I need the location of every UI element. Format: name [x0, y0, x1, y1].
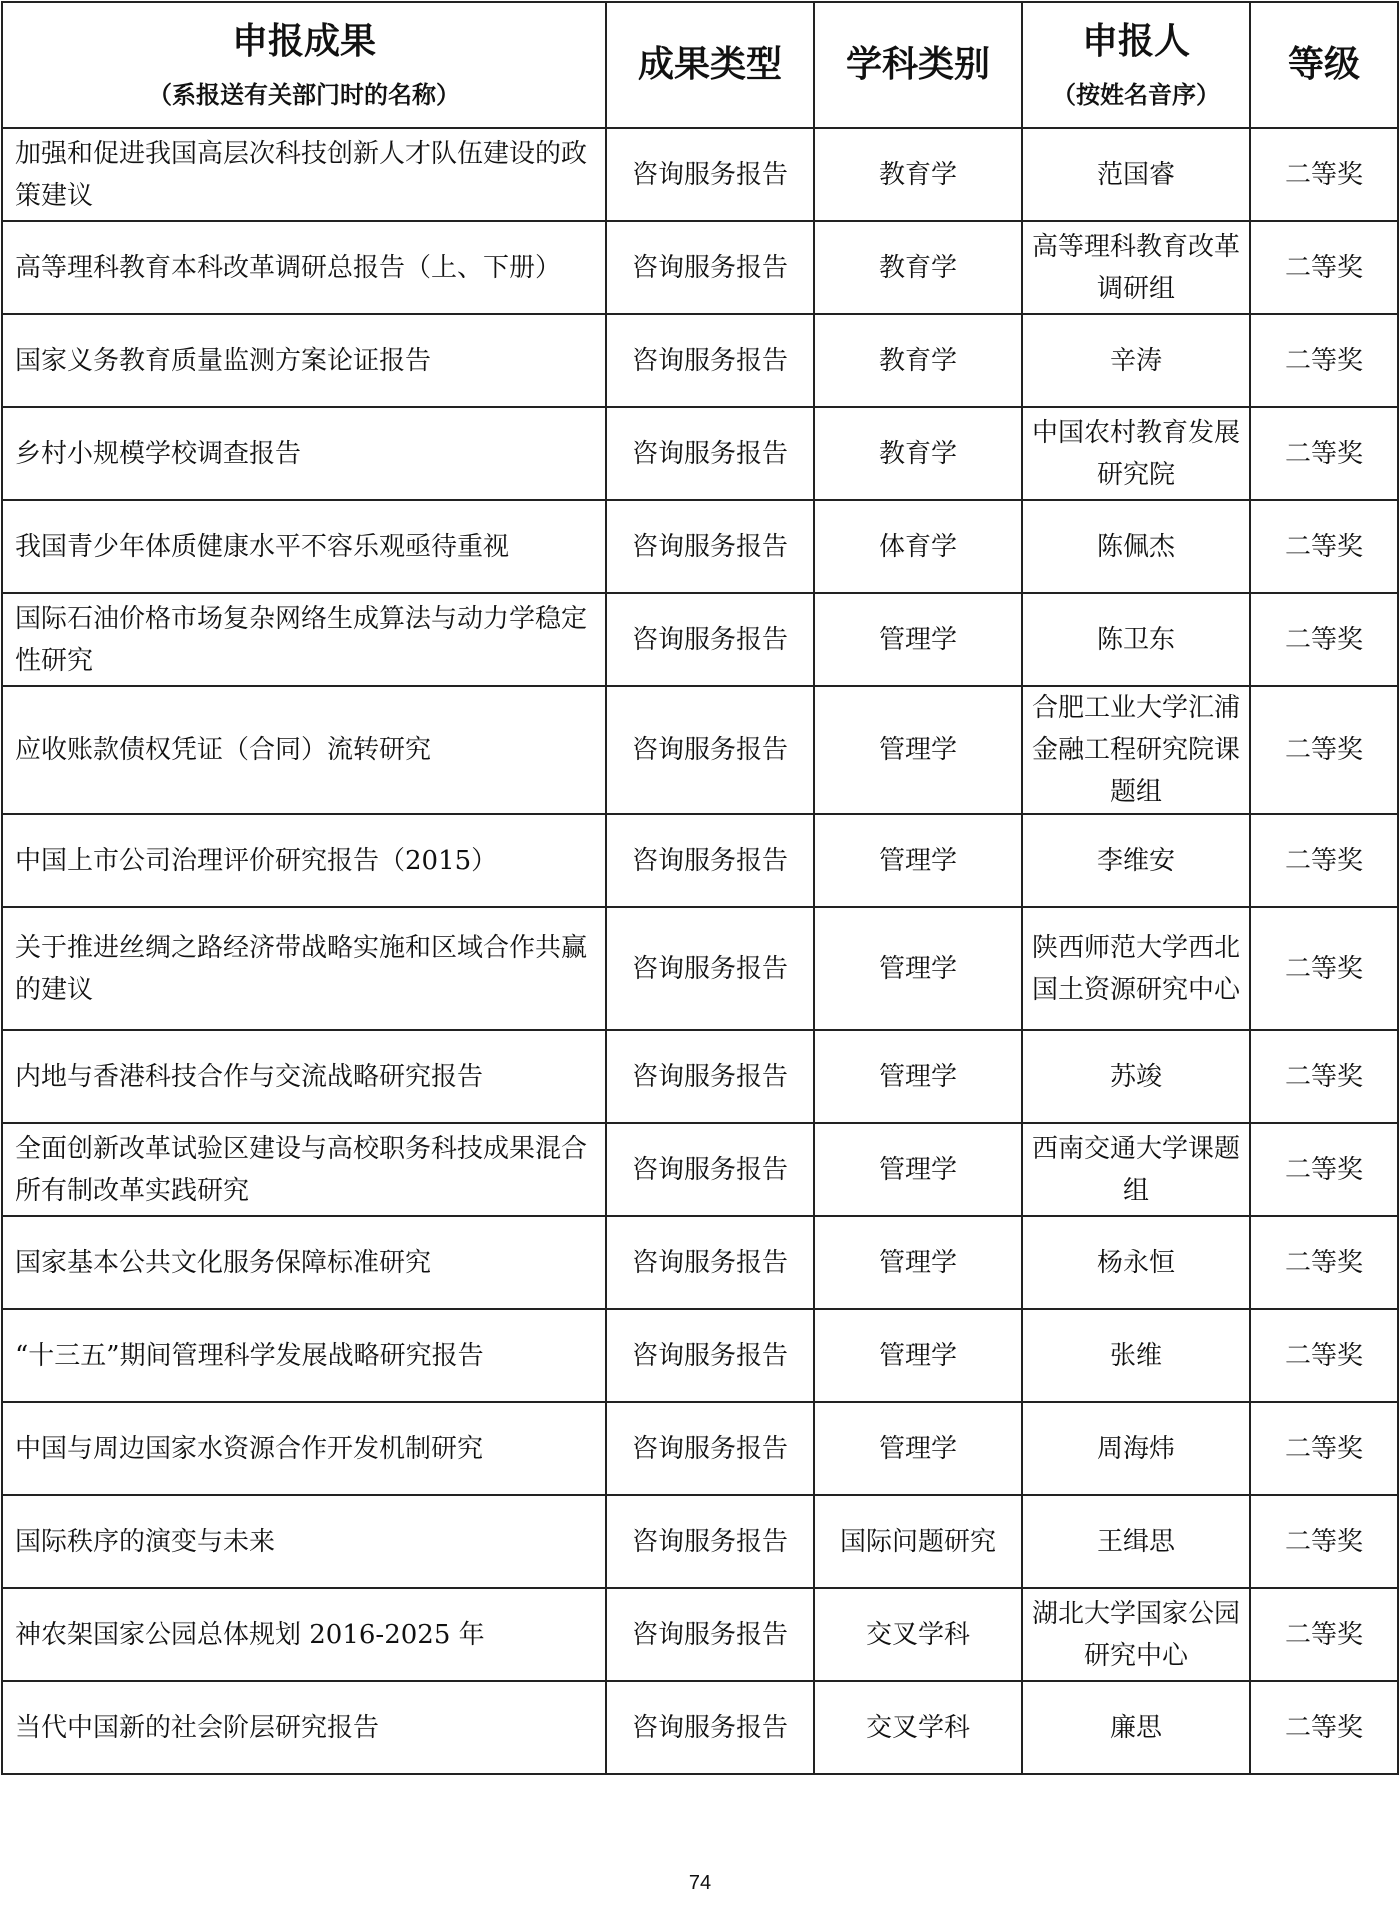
row-title: 应收账款债权凭证（合同）流转研究	[2, 686, 606, 814]
table-row	[2, 1681, 1398, 1774]
row-discipline: 管理学	[814, 1216, 1022, 1309]
row-type: 咨询服务报告	[606, 407, 814, 500]
row-type: 咨询服务报告	[606, 1216, 814, 1309]
row-type: 咨询服务报告	[606, 1681, 814, 1774]
row-title: 乡村小规模学校调查报告	[2, 407, 606, 500]
row-discipline: 体育学	[814, 500, 1022, 593]
row-applicant: 合肥工业大学汇浦金融工程研究院课题组	[1022, 686, 1250, 814]
row-title: 关于推进丝绸之路经济带战略实施和区域合作共赢的建议	[2, 907, 606, 1030]
row-applicant: 苏竣	[1022, 1030, 1250, 1123]
row-applicant: 周海炜	[1022, 1402, 1250, 1495]
table-row	[2, 814, 1398, 907]
row-title: 高等理科教育本科改革调研总报告（上、下册）	[2, 221, 606, 314]
header-discipline: 学科类别	[814, 2, 1022, 128]
row-discipline: 教育学	[814, 221, 1022, 314]
row-grade: 二等奖	[1250, 500, 1398, 593]
row-applicant: 陕西师范大学西北国土资源研究中心	[1022, 907, 1250, 1030]
row-title: 全面创新改革试验区建设与高校职务科技成果混合所有制改革实践研究	[2, 1123, 606, 1216]
table-row	[2, 907, 1398, 1030]
table-row	[2, 221, 1398, 314]
row-type: 咨询服务报告	[606, 128, 814, 221]
row-title: 国际秩序的演变与未来	[2, 1495, 606, 1588]
row-title: 我国青少年体质健康水平不容乐观亟待重视	[2, 500, 606, 593]
row-grade: 二等奖	[1250, 407, 1398, 500]
table-row	[2, 128, 1398, 221]
row-type: 咨询服务报告	[606, 1495, 814, 1588]
page-number: 74	[688, 1872, 712, 1894]
row-grade: 二等奖	[1250, 221, 1398, 314]
row-type: 咨询服务报告	[606, 1030, 814, 1123]
row-type: 咨询服务报告	[606, 907, 814, 1030]
row-applicant: 陈佩杰	[1022, 500, 1250, 593]
table-row	[2, 1216, 1398, 1309]
row-type: 咨询服务报告	[606, 593, 814, 686]
table-row	[2, 1309, 1398, 1402]
row-grade: 二等奖	[1250, 1309, 1398, 1402]
table-row	[2, 686, 1398, 814]
table-row	[2, 1030, 1398, 1123]
row-discipline: 交叉学科	[814, 1588, 1022, 1681]
row-discipline: 管理学	[814, 907, 1022, 1030]
row-grade: 二等奖	[1250, 1402, 1398, 1495]
row-discipline: 教育学	[814, 314, 1022, 407]
row-type: 咨询服务报告	[606, 1588, 814, 1681]
row-applicant: 王缉思	[1022, 1495, 1250, 1588]
row-grade: 二等奖	[1250, 1588, 1398, 1681]
row-grade: 二等奖	[1250, 814, 1398, 907]
row-title: 中国上市公司治理评价研究报告（2015）	[2, 814, 606, 907]
row-applicant: 陈卫东	[1022, 593, 1250, 686]
row-applicant: 廉思	[1022, 1681, 1250, 1774]
row-applicant: 张维	[1022, 1309, 1250, 1402]
row-discipline: 交叉学科	[814, 1681, 1022, 1774]
header-applicant-label: 申报人	[1081, 21, 1190, 62]
row-discipline: 管理学	[814, 1030, 1022, 1123]
row-title: 神农架国家公园总体规划 2016-2025 年	[2, 1588, 606, 1681]
row-discipline: 管理学	[814, 1309, 1022, 1402]
row-applicant: 辛涛	[1022, 314, 1250, 407]
row-title: 内地与香港科技合作与交流战略研究报告	[2, 1030, 606, 1123]
row-applicant: 中国农村教育发展研究院	[1022, 407, 1250, 500]
row-grade: 二等奖	[1250, 1123, 1398, 1216]
row-title: 当代中国新的社会阶层研究报告	[2, 1681, 606, 1774]
header-title	[2, 2, 606, 128]
row-type: 咨询服务报告	[606, 500, 814, 593]
row-type: 咨询服务报告	[606, 1402, 814, 1495]
row-title: 国家义务教育质量监测方案论证报告	[2, 314, 606, 407]
table-row	[2, 1123, 1398, 1216]
row-discipline: 教育学	[814, 128, 1022, 221]
table-row	[2, 500, 1398, 593]
row-discipline: 教育学	[814, 407, 1022, 500]
row-type: 咨询服务报告	[606, 1309, 814, 1402]
header-grade: 等级	[1250, 2, 1398, 128]
row-applicant: 李维安	[1022, 814, 1250, 907]
table-row	[2, 1588, 1398, 1681]
table-row	[2, 1495, 1398, 1588]
row-grade: 二等奖	[1250, 1495, 1398, 1588]
row-discipline: 管理学	[814, 686, 1022, 814]
row-discipline: 管理学	[814, 814, 1022, 907]
row-applicant: 杨永恒	[1022, 1216, 1250, 1309]
row-type: 咨询服务报告	[606, 1123, 814, 1216]
header-title-label: 申报成果	[231, 21, 376, 62]
row-grade: 二等奖	[1250, 593, 1398, 686]
row-discipline: 国际问题研究	[814, 1495, 1022, 1588]
row-discipline: 管理学	[814, 593, 1022, 686]
row-title: 国家基本公共文化服务保障标准研究	[2, 1216, 606, 1309]
row-applicant: 范国睿	[1022, 128, 1250, 221]
row-title: “十三五”期间管理科学发展战略研究报告	[2, 1309, 606, 1402]
header-type: 成果类型	[606, 2, 814, 128]
header-applicant-sub: （按姓名音序）	[1052, 81, 1220, 110]
row-grade: 二等奖	[1250, 686, 1398, 814]
row-discipline: 管理学	[814, 1402, 1022, 1495]
table-row	[2, 407, 1398, 500]
row-title: 加强和促进我国高层次科技创新人才队伍建设的政策建议	[2, 128, 606, 221]
row-title: 中国与周边国家水资源合作开发机制研究	[2, 1402, 606, 1495]
table-row	[2, 593, 1398, 686]
row-grade: 二等奖	[1250, 1030, 1398, 1123]
row-grade: 二等奖	[1250, 314, 1398, 407]
row-applicant: 西南交通大学课题组	[1022, 1123, 1250, 1216]
table-row	[2, 1402, 1398, 1495]
row-grade: 二等奖	[1250, 1681, 1398, 1774]
header-applicant	[1022, 2, 1250, 128]
row-grade: 二等奖	[1250, 907, 1398, 1030]
row-applicant: 高等理科教育改革调研组	[1022, 221, 1250, 314]
row-type: 咨询服务报告	[606, 814, 814, 907]
awards-table	[1, 1, 1399, 1775]
row-type: 咨询服务报告	[606, 686, 814, 814]
header-row	[2, 2, 1398, 128]
row-type: 咨询服务报告	[606, 314, 814, 407]
row-title: 国际石油价格市场复杂网络生成算法与动力学稳定性研究	[2, 593, 606, 686]
row-applicant: 湖北大学国家公园研究中心	[1022, 1588, 1250, 1681]
row-grade: 二等奖	[1250, 128, 1398, 221]
row-discipline: 管理学	[814, 1123, 1022, 1216]
header-title-sub: （系报送有关部门时的名称）	[148, 81, 460, 110]
row-grade: 二等奖	[1250, 1216, 1398, 1309]
table-row	[2, 314, 1398, 407]
row-type: 咨询服务报告	[606, 221, 814, 314]
